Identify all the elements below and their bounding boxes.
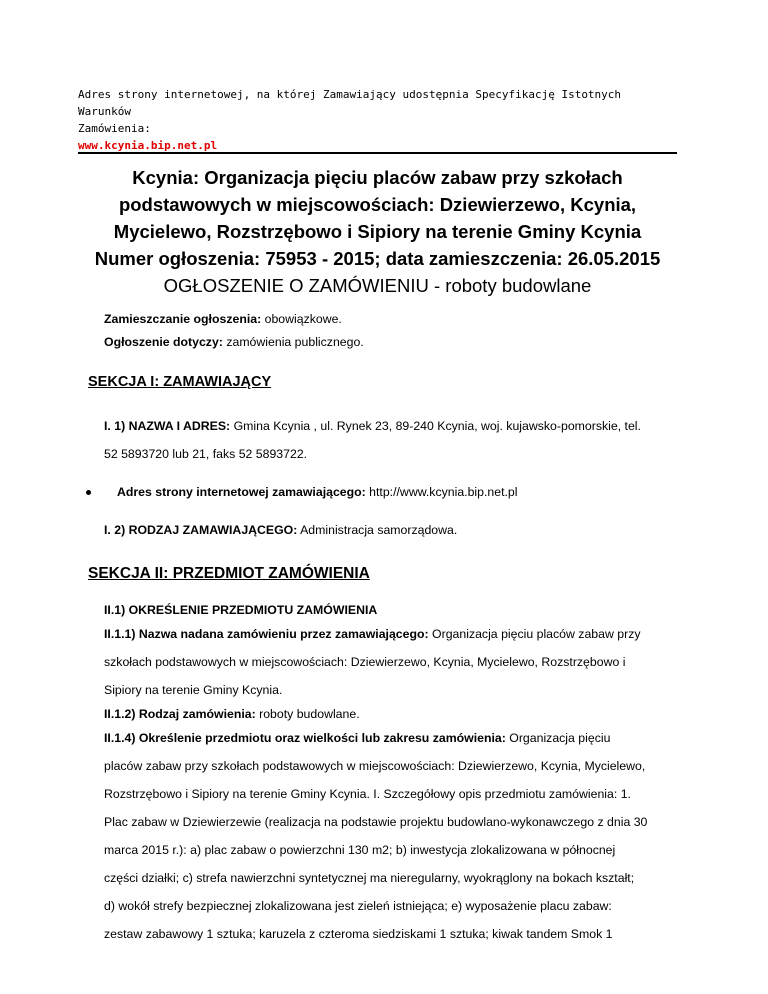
section2-nazwa-paragraph <box>104 626 684 954</box>
section1-heading: SEKCJA I: ZAMAWIAJĄCY <box>88 374 272 390</box>
section2-opis-value-line1: Organizacja pięciu <box>509 731 611 745</box>
bullet-icon <box>86 490 91 495</box>
dotyczy-value: zamówienia publicznego. <box>226 335 364 349</box>
title-line3: Mycielewo, Rozstrzębowo i Sipiory na terenie Gminy Kcynia <box>113 221 642 242</box>
section1-nazwa-value-line1: Gmina Kcynia , ul. Rynek 23, 89-240 Kcynia, woj. kujawsko-pomorskie, tel. <box>233 419 641 433</box>
siwz-note-line1: Adres strony internetowej, na której Zamawiający udostępnia Specyfikację Istotnych Warunków <box>78 88 622 118</box>
zamieszczanie-value: obowiązkowe. <box>264 312 342 326</box>
section2-rodzaj-value: roboty budowlane. <box>259 707 360 721</box>
section2-opis-line: d) wokół strefy bezpiecznej zlokalizowana jest zieleń istniejąca; e) wyposażenie placu zabaw: <box>104 899 612 913</box>
section2-rodzaj-label: II.1.2) Rodzaj zamówienia: <box>104 707 256 721</box>
section2-opis-line: marca 2015 r.): a) plac zabaw o powierzchni 130 m2; b) inwestycja zlokalizowana w północnej <box>104 843 616 857</box>
www-bullet-item <box>86 485 518 499</box>
zamieszczanie-row <box>104 311 342 328</box>
section1-rodzaj-value: Administracja samorządowa. <box>300 523 458 537</box>
document-subtitle: OGŁOSZENIE O ZAMÓWIENIU - roboty budowlane <box>163 275 592 296</box>
section1-nazwa-value-line2: 52 5893720 lub 21, faks 52 5893722. <box>104 447 308 461</box>
zamieszczanie-label: Zamieszczanie ogłoszenia: <box>104 312 262 326</box>
section1-nazwa-label: I. 1) NAZWA I ADRES: <box>104 419 231 433</box>
siwz-note-line2: Zamówienia: <box>78 122 151 135</box>
siwz-url-link[interactable]: www.kcynia.bip.net.pl <box>78 139 218 152</box>
title-line4: Numer ogłoszenia: 75953 - 2015; data zamieszczenia: 26.05.2015 <box>94 248 661 269</box>
title-line1: Kcynia: Organizacja pięciu placów zabaw przy szkołach <box>132 167 623 188</box>
siwz-note <box>78 86 678 154</box>
section2-nazwa-value-line2: szkołach podstawowych w miejscowościach: Dziewierzewo, Kcynia, Mycielewo, Rozstrzębowo i <box>104 655 626 669</box>
dotyczy-row <box>104 334 364 351</box>
document-title <box>78 164 677 299</box>
section2-opis-line: części działki; c) strefa nawierzchni syntetycznej ma nieregularny, wyokrąglony na bokach kształt; <box>104 871 635 885</box>
www-value-link[interactable]: http://www.kcynia.bip.net.pl <box>369 485 518 499</box>
title-line2: podstawowych w miejscowościach: Dziewierzewo, Kcynia, <box>118 194 637 215</box>
dotyczy-label: Ogłoszenie dotyczy: <box>104 335 223 349</box>
section2-nazwa-value-line1: Organizacja pięciu placów zabaw przy <box>432 627 641 641</box>
section1-rodzaj-row <box>104 522 457 539</box>
section2-nazwa-label: II.1.1) Nazwa nadana zamówieniu przez zamawiającego: <box>104 627 429 641</box>
horizontal-divider <box>78 152 677 154</box>
section2-opis-label: II.1.4) Określenie przedmiotu oraz wielkości lub zakresu zamówienia: <box>104 731 506 745</box>
section2-opis-line: placów zabaw przy szkołach podstawowych w miejscowościach: Dziewierzewo, Kcynia, Mycielewo, <box>104 759 646 773</box>
section1-nazwa-paragraph <box>104 418 684 474</box>
www-label: Adres strony internetowej zamawiającego: <box>117 485 366 499</box>
section2-nazwa-value-line3: Sipiory na terenie Gminy Kcynia. <box>104 683 283 697</box>
section1-rodzaj-label: I. 2) RODZAJ ZAMAWIAJĄCEGO: <box>104 523 298 537</box>
section2-opis-line: Plac zabaw w Dziewierzewie (realizacja na podstawie projektu budowlano-wykonawczego z dnia 30 <box>104 815 648 829</box>
section2-opis-line: Rozstrzębowo i Sipiory na terenie Gminy Kcynia. I. Szczegółowy opis przedmiotu zamówienia: 1. <box>104 787 631 801</box>
section2-heading: SEKCJA II: PRZEDMIOT ZAMÓWIENIA <box>88 565 370 582</box>
section2-opis-line: zestaw zabawowy 1 sztuka; karuzela z czteroma siedziskami 1 sztuka; kiwak tandem Smok 1 <box>104 927 613 941</box>
section2-okreslenie-heading: II.1) OKREŚLENIE PRZEDMIOTU ZAMÓWIENIA <box>104 603 378 617</box>
